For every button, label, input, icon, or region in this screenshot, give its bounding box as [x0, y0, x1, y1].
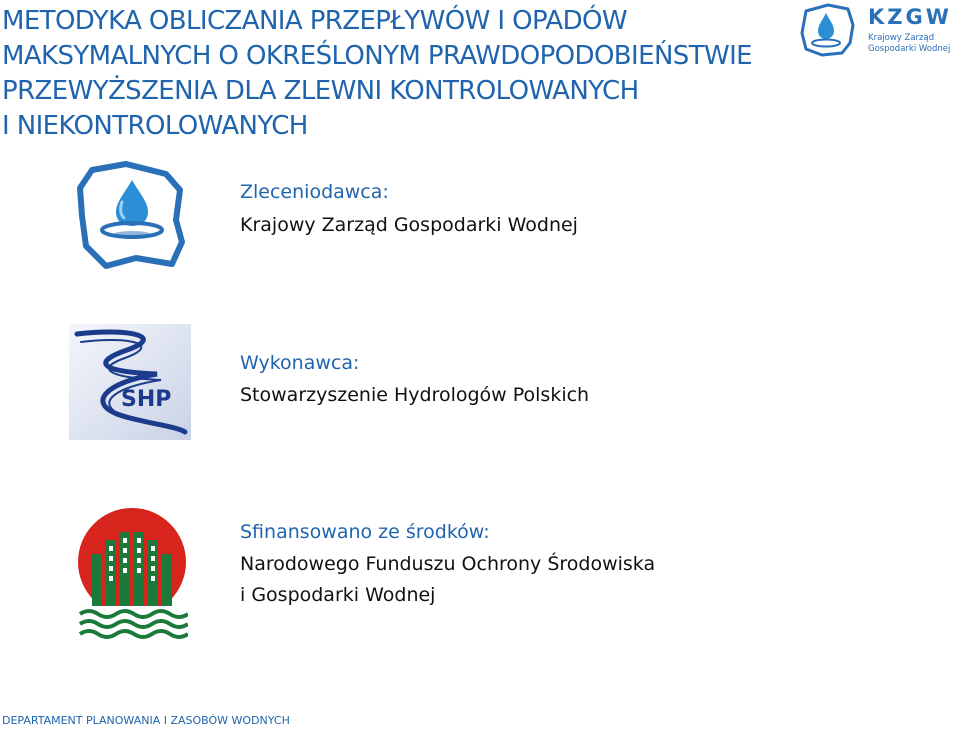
title-line-3: PRZEWYŻSZENIA DLA ZLEWNI KONTROLOWANYCH: [2, 76, 639, 106]
title-line-1: METODYKA OBLICZANIA PRZEPŁYWÓW I OPADÓW: [2, 6, 628, 36]
kzgw-logo-subtitle: [868, 33, 950, 55]
footer-department: DEPARTAMENT PLANOWANIA I ZASOBÓW WODNYCH: [2, 714, 290, 727]
poland-map-water-drop-icon: [76, 160, 188, 270]
shp-logo-text: SHP: [121, 387, 172, 412]
document-title: [2, 4, 782, 144]
kzgw-subtitle-line-2: Gospodarki Wodnej: [868, 44, 951, 54]
funding-value-line-2: i Gospodarki Wodnej: [240, 584, 436, 606]
funding-value-line-1: Narodowego Funduszu Ochrony Środowiska: [240, 553, 656, 575]
title-line-4: I NIEKONTROLOWANYCH: [2, 111, 308, 141]
title-line-2: MAKSYMALNYCH O OKREŚLONYM PRAWDOPODOBIEŃSTWIE: [2, 41, 752, 71]
shp-logo-icon: [67, 322, 193, 442]
kzgw-subtitle-line-1: Krajowy Zarząd: [868, 33, 935, 43]
contractor-value: Krajowy Zarząd Gospodarki Wodnej: [240, 214, 578, 236]
kzgw-logo: [798, 3, 958, 59]
executor-label: Wykonawca:: [240, 352, 360, 374]
kzgw-logo-name: KZGW: [868, 5, 952, 29]
nfosigw-logo-icon: [76, 506, 188, 640]
poland-map-water-drop-icon: [798, 3, 856, 57]
executor-value: Stowarzyszenie Hydrologów Polskich: [240, 384, 590, 406]
contractor-label: Zleceniodawca:: [240, 181, 389, 203]
funding-label: Sfinansowano ze środków:: [240, 521, 490, 543]
